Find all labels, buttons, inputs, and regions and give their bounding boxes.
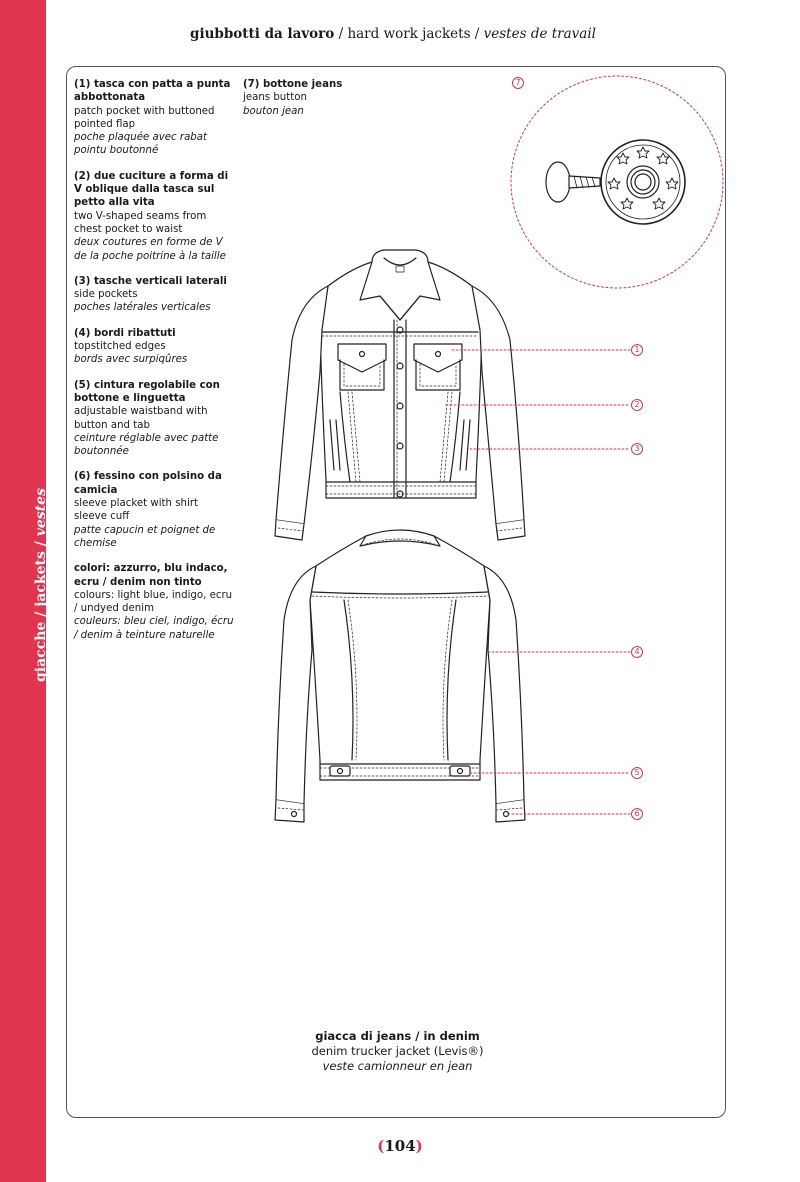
sidebar-section-title: giacche / jackets / vestes [33, 488, 49, 682]
marker-1: 1 [631, 344, 643, 356]
page-header: giubbotti da lavoro / hard work jackets / vestes de travail [190, 26, 596, 42]
note-1: (1) tasca con patta a punta abbottonata patch pocket with buttoned pointed flap poche plaquée avec rabat pointu boutonné [74, 79, 231, 157]
note-4: (4) bordi ribattuti topstitched edges bords avec surpiqûres [74, 327, 188, 366]
jacket-front [275, 250, 525, 540]
header-it: giubbotti da lavoro [190, 26, 335, 42]
button-detail [511, 76, 723, 288]
marker-2: 2 [631, 399, 643, 411]
marker-6: 6 [631, 808, 643, 820]
figure-caption [240, 1029, 555, 1074]
note-5: (5) cintura regolabile con bottone e linguetta adjustable waistband with button and tab ceinture réglable avec patte boutonnée [74, 379, 220, 458]
note-6: (6) fessino con polsino da camicia sleeve placket with shirt sleeve cuff patte capucin et poignet de chemise [74, 471, 222, 549]
caption-it: giacca di jeans / in denim [315, 1029, 480, 1043]
page-number: (104) [377, 1137, 423, 1155]
jacket-back [275, 530, 525, 822]
header-en: hard work jackets [347, 26, 471, 42]
caption-en: denim trucker jacket (Levis®) [311, 1044, 484, 1058]
note-7: (7) bottone jeans jeans button bouton jean [243, 79, 343, 117]
note-3: (3) tasche verticali laterali side pockets poches latérales verticales [74, 275, 227, 314]
caption-fr: veste camionneur en jean [322, 1059, 473, 1073]
marker-3: 3 [631, 443, 643, 455]
marker-7: 7 [512, 77, 524, 89]
marker-5: 5 [631, 767, 643, 779]
marker-4: 4 [631, 646, 643, 658]
note-colours: colori: azzurro, blu indaco, ecru / denim non tinto colours: light blue, indigo, ecru / undyed denim couleurs: bleu ciel, indigo, écru / denim à teinture naturelle [74, 563, 234, 641]
note-2: (2) due cuciture a forma di V oblique dalla tasca sul petto alla vita two V-shaped seams from chest pocket to waist deux coutures en forme de V de la poche poitrine à la taille [74, 170, 229, 262]
header-fr: vestes de travail [483, 26, 596, 42]
